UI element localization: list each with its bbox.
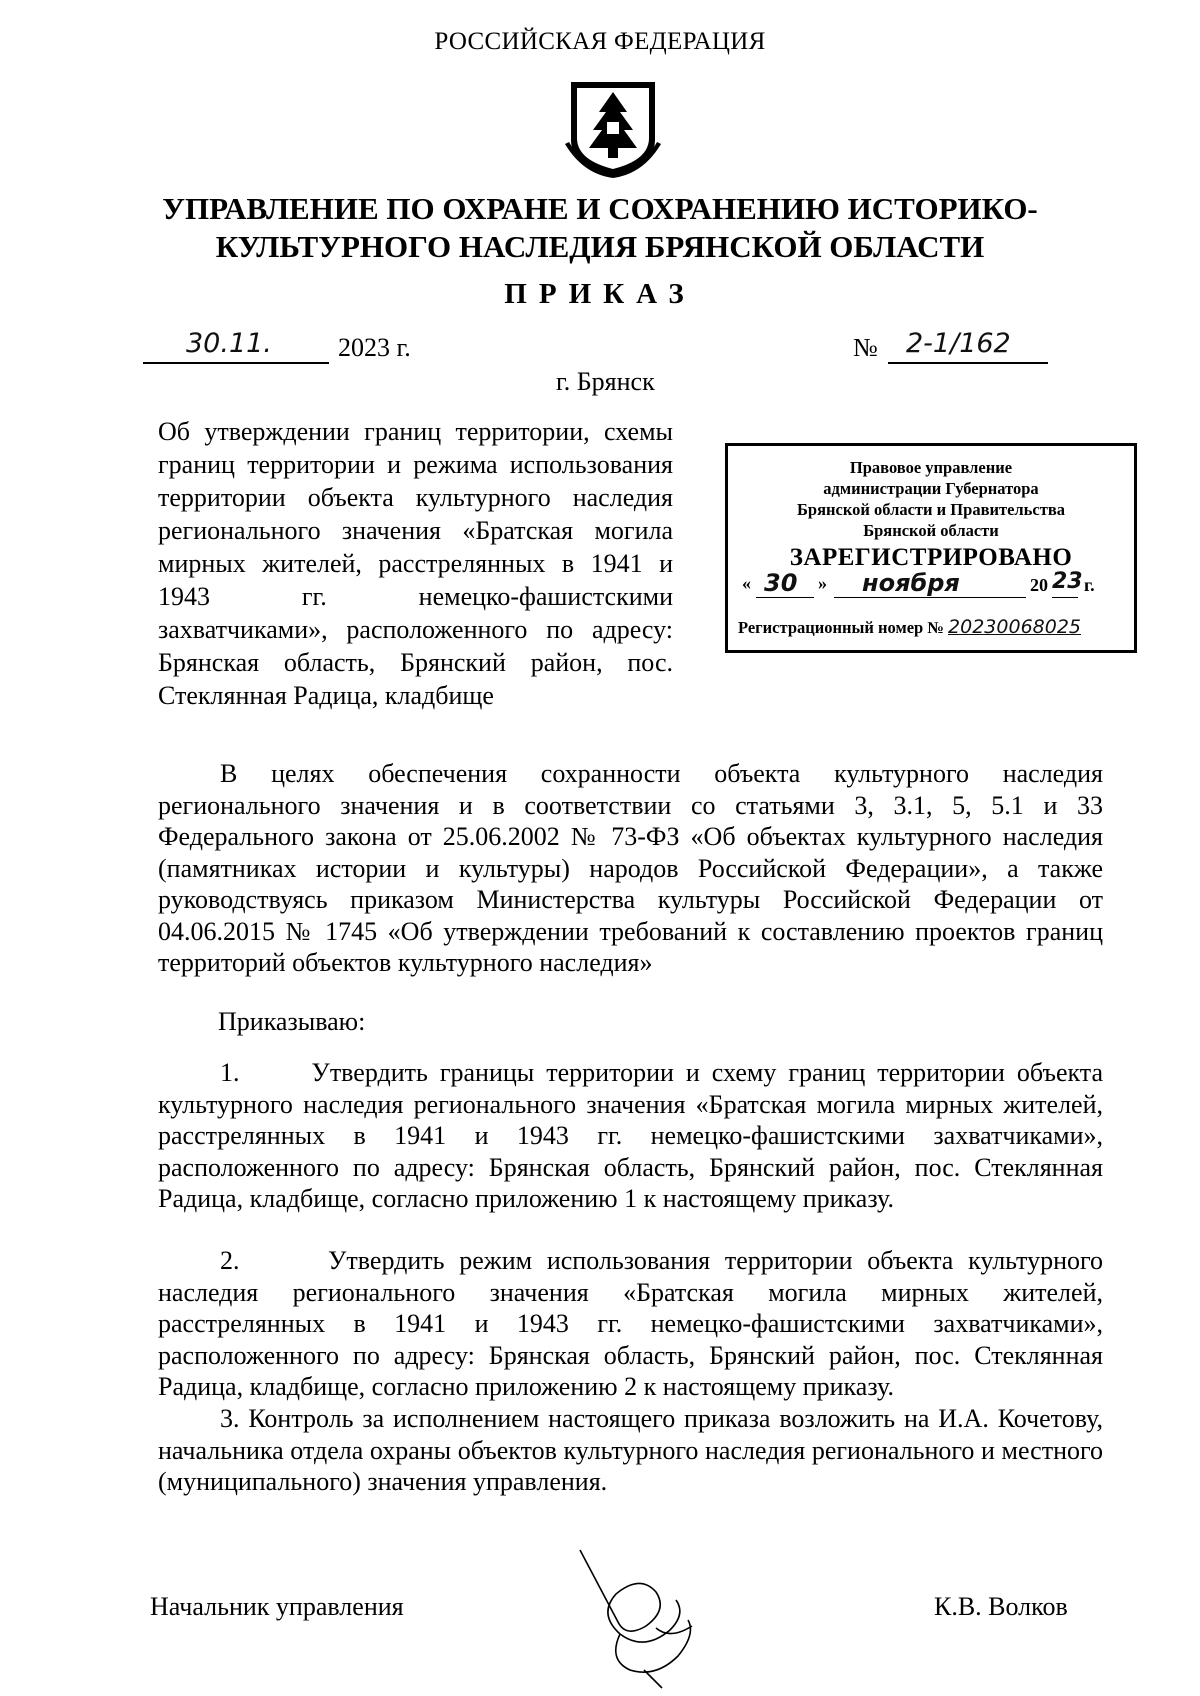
- organization-name-line1: УПРАВЛЕНИЕ ПО ОХРАНЕ И СОХРАНЕНИЮ ИСТОРИКО-: [162, 191, 1038, 226]
- stamp-reg-number: 20230068025: [948, 616, 1082, 638]
- stamp-year-unit: г.: [1084, 575, 1095, 595]
- stamp-year-suffix: 23: [1052, 569, 1083, 594]
- stamp-registered: ЗАРЕГИСТРИРОВАНО: [789, 544, 1073, 571]
- preamble-paragraph: В целях обеспечения сохранности объекта культурного наследия регионального значения и в соответствии со статьями 3, 3.1, 5, 5.1 и 33 Федерального закона от 25.06.2002 № 73-ФЗ «Об объектах культурного наследия (памятниках истории и культуры) народов Российской Федерации», а также руководствуясь приказом Министерства культуры Российской Федерации от 04.06.2015 № 1745 «Об утверждении требований к составлению проектов границ территорий объектов культурного наследия»: [158, 759, 1103, 977]
- city: г. Брянск: [556, 367, 655, 396]
- number-label: №: [853, 333, 878, 362]
- signatory-name: К.В. Волков: [934, 1592, 1068, 1621]
- orders-heading: Приказываю:: [218, 1007, 366, 1036]
- stamp-reg-label: Регистрационный номер №: [738, 618, 944, 637]
- document-year: 2023 г.: [338, 333, 411, 362]
- stamp-line4: Брянской области: [863, 521, 999, 540]
- organization-name: [0, 190, 1200, 266]
- order-item-2: 2. Утвердить режим использования территории объекта культурного наследия регионального значения «Братская могила мирных жителей, расстрелянных в 1941 и 1943 гг. немецко-фашистскими захватчиками», расположенного по адресу: Брянская область, Брянский район, пос. Стеклянная Радица, кладбище, согласно приложению 2 к настоящему приказу.: [158, 1246, 1103, 1401]
- bryansk-coat-of-arms-icon: [563, 78, 663, 180]
- stamp-line1: Правовое управление: [849, 458, 1013, 477]
- handwritten-number: 2-1/162: [906, 328, 1011, 359]
- document-subject: Об утверждении границ территории, схемы границ территории и режима использования территории объекта культурного наследия регионального значения «Братская могила мирных жителей, расстрелянных в 1941 и 1943 гг. немецко-фашистскими захватчиками», расположенного по адресу: Брянская область, Брянский район, пос. Стеклянная Радица, кладбище: [158, 417, 673, 710]
- stamp-reg-row: [738, 616, 1081, 638]
- country-heading: РОССИЙСКАЯ ФЕДЕРАЦИЯ: [434, 28, 766, 55]
- stamp-line2: администрации Губернатора: [823, 479, 1039, 498]
- stamp-date-row: « 30 » ноября 20 23 г.: [742, 569, 1095, 597]
- stamp-authority: [728, 457, 1134, 541]
- handwritten-date: 30.11.: [186, 328, 272, 359]
- signatory-position: Начальник управления: [150, 1592, 404, 1621]
- document-type: ПРИКАЗ: [504, 278, 696, 310]
- order-item-3: 3. Контроль за исполнением настоящего приказа возложить на И.А. Кочетову, начальника отдела охраны объектов культурного наследия регионального и местного (муниципального) значения управления.: [158, 1404, 1103, 1496]
- stamp-line3: Брянской области и Правительства: [797, 500, 1065, 519]
- stamp-day: 30: [764, 569, 798, 597]
- organization-name-line2: КУЛЬТУРНОГО НАСЛЕДИЯ БРЯНСКОЙ ОБЛАСТИ: [215, 229, 985, 264]
- order-item-1: 1. Утвердить границы территории и схему границ территории объекта культурного наследия регионального значения «Братская могила мирных жителей, расстрелянных в 1941 и 1943 гг. немецко-фашистскими захватчиками», расположенного по адресу: Брянская область, Брянский район, пос. Стеклянная Радица, кладбище, согласно приложению 1 к настоящему приказу.: [158, 1058, 1103, 1213]
- stamp-year-prefix: 20: [1030, 575, 1048, 595]
- handwritten-signature: [560, 1530, 730, 1690]
- stamp-month: ноября: [862, 569, 960, 597]
- registration-stamp: [725, 443, 1137, 653]
